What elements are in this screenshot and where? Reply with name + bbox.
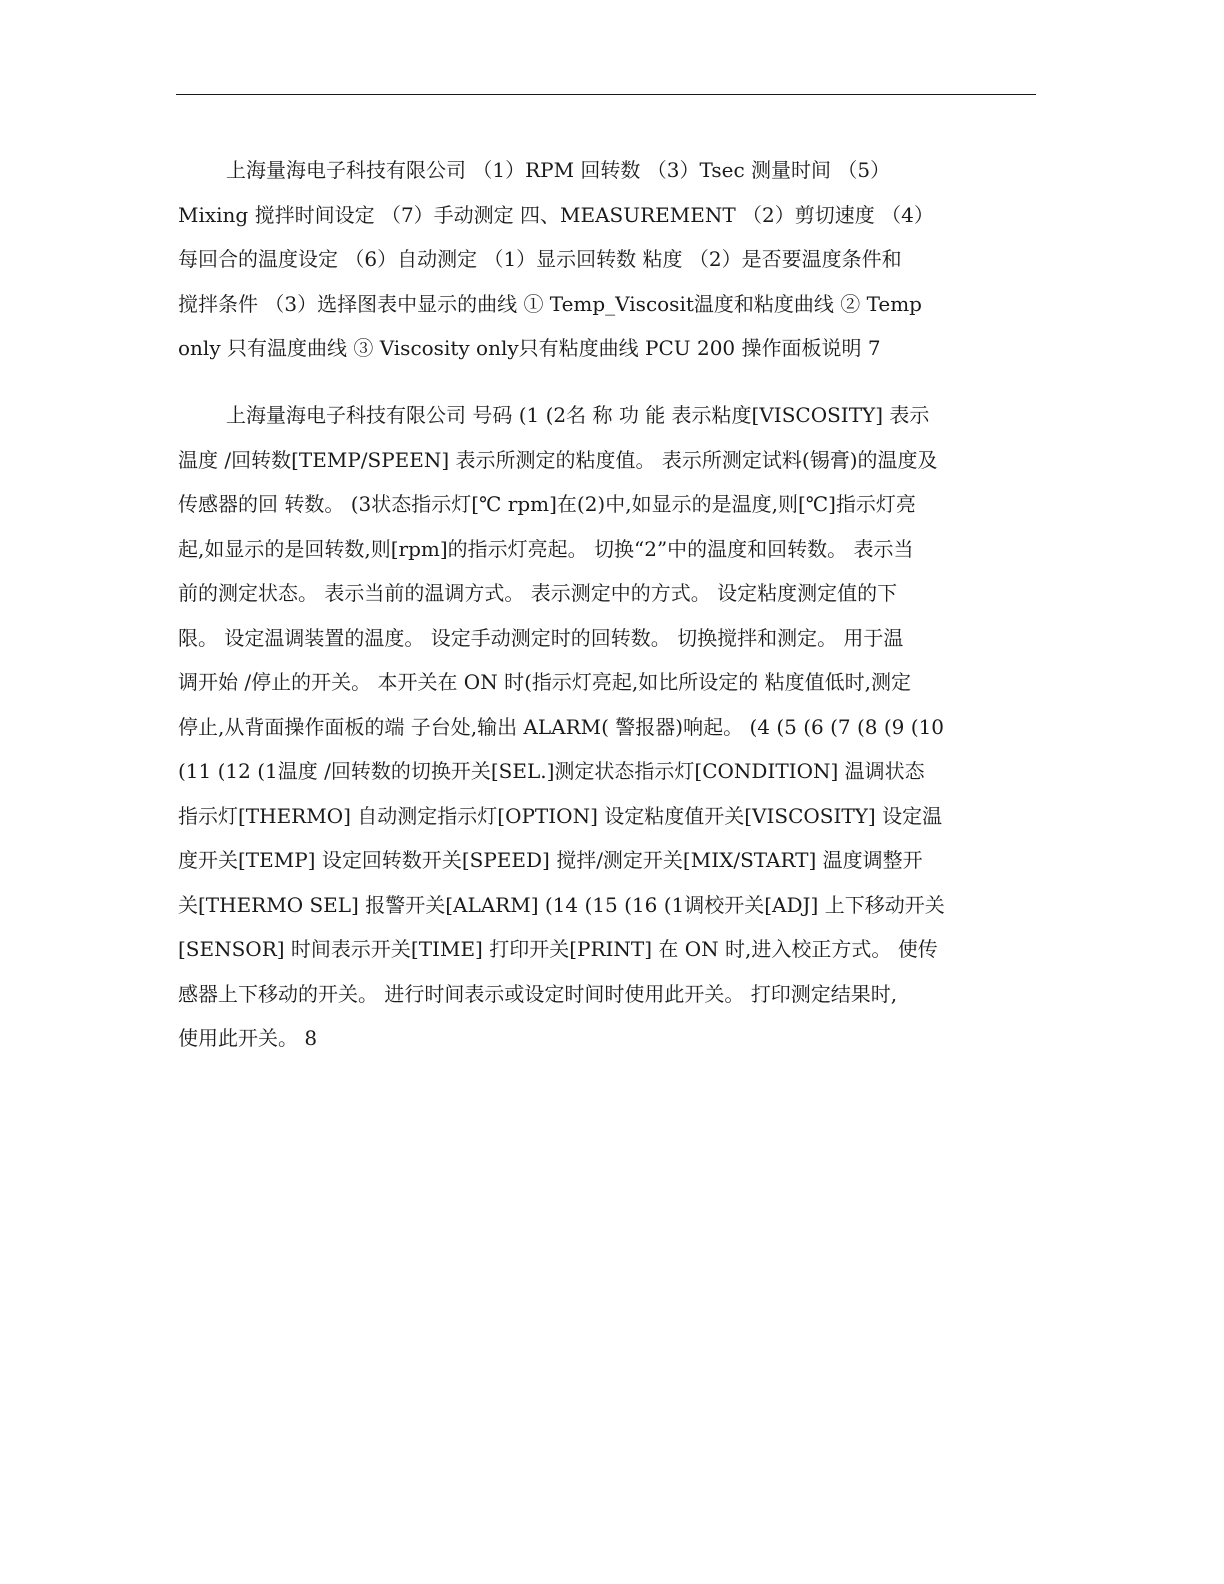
text-line: 停止,从背面操作面板的端 子台处,输出 ALARM( 警报器)响起。 (4 (5 (6 (7 (8 (9 (10 [178,714,945,739]
text-line: (11 (12 (1温度 /回转数的切换开关[SEL.]测定状态指示灯[CONDITION] 温调状态 [178,759,925,783]
text-line: 关[THERMO SEL] 报警开关[ALARM] (14 (15 (16 (1调校开关[ADJ] 上下移动开关 [178,892,945,917]
paragraph-1 [178,148,1038,371]
text-line: 起,如显示的是回转数,则[rpm]的指示灯亮起。 切换“2”中的温度和回转数。 表示当 [178,536,914,561]
text-line: 调开始 /停止的开关。 本开关在 ON 时(指示灯亮起,如比所设定的 粘度值低时,测定 [178,670,911,694]
text-line: 搅拌条件 （3）选择图表中显示的曲线 ① Temp_Viscosit温度和粘度曲线 ② Temp [178,291,922,316]
text-line: 上海量海电子科技有限公司 （1）RPM 回转数 （3）Tsec 测量时间 （5） [226,158,891,182]
text-line: 限。 设定温调装置的温度。 设定手动测定时的回转数。 切换搅拌和测定。 用于温 [178,625,904,650]
text-line: 指示灯[THERMO] 自动测定指示灯[OPTION] 设定粘度值开关[VISCOSITY] 设定温 [178,803,943,828]
text-line: [SENSOR] 时间表示开关[TIME] 打印开关[PRINT] 在 ON 时,进入校正方式。 使传 [178,937,938,961]
text-line: 感器上下移动的开关。 进行时间表示或设定时间时使用此开关。 打印测定结果时, [178,981,898,1006]
text-line: 每回合的温度设定 （6）自动测定 （1）显示回转数 粘度 （2）是否要温度条件和 [178,247,902,271]
text-line: 前的测定状态。 表示当前的温调方式。 表示测定中的方式。 设定粘度测定值的下 [178,581,898,605]
text-line: 温度 /回转数[TEMP/SPEEN] 表示所测定的粘度值。 表示所测定试料(锡膏)的温度及 [178,447,938,472]
paragraph-2 [178,393,1038,1061]
text-line: 度开关[TEMP] 设定回转数开关[SPEED] 搅拌/测定开关[MIX/START] 温度调整开 [178,848,923,872]
header-rule [176,94,1036,95]
text-line: only 只有温度曲线 ③ Viscosity only只有粘度曲线 PCU 200 操作面板说明 7 [178,336,881,360]
text-line: 使用此开关。 8 [178,1026,318,1050]
text-line: 传感器的回 转数。 (3状态指示灯[℃ rpm]在(2)中,如显示的是温度,则[℃]指示灯亮 [178,492,916,516]
text-line: 上海量海电子科技有限公司 号码 (1 (2名 称 功 能 表示粘度[VISCOSITY] 表示 [226,403,930,427]
text-line: Mixing 搅拌时间设定 （7）手动测定 四、MEASUREMENT （2）剪切速度 （4） [178,202,934,227]
